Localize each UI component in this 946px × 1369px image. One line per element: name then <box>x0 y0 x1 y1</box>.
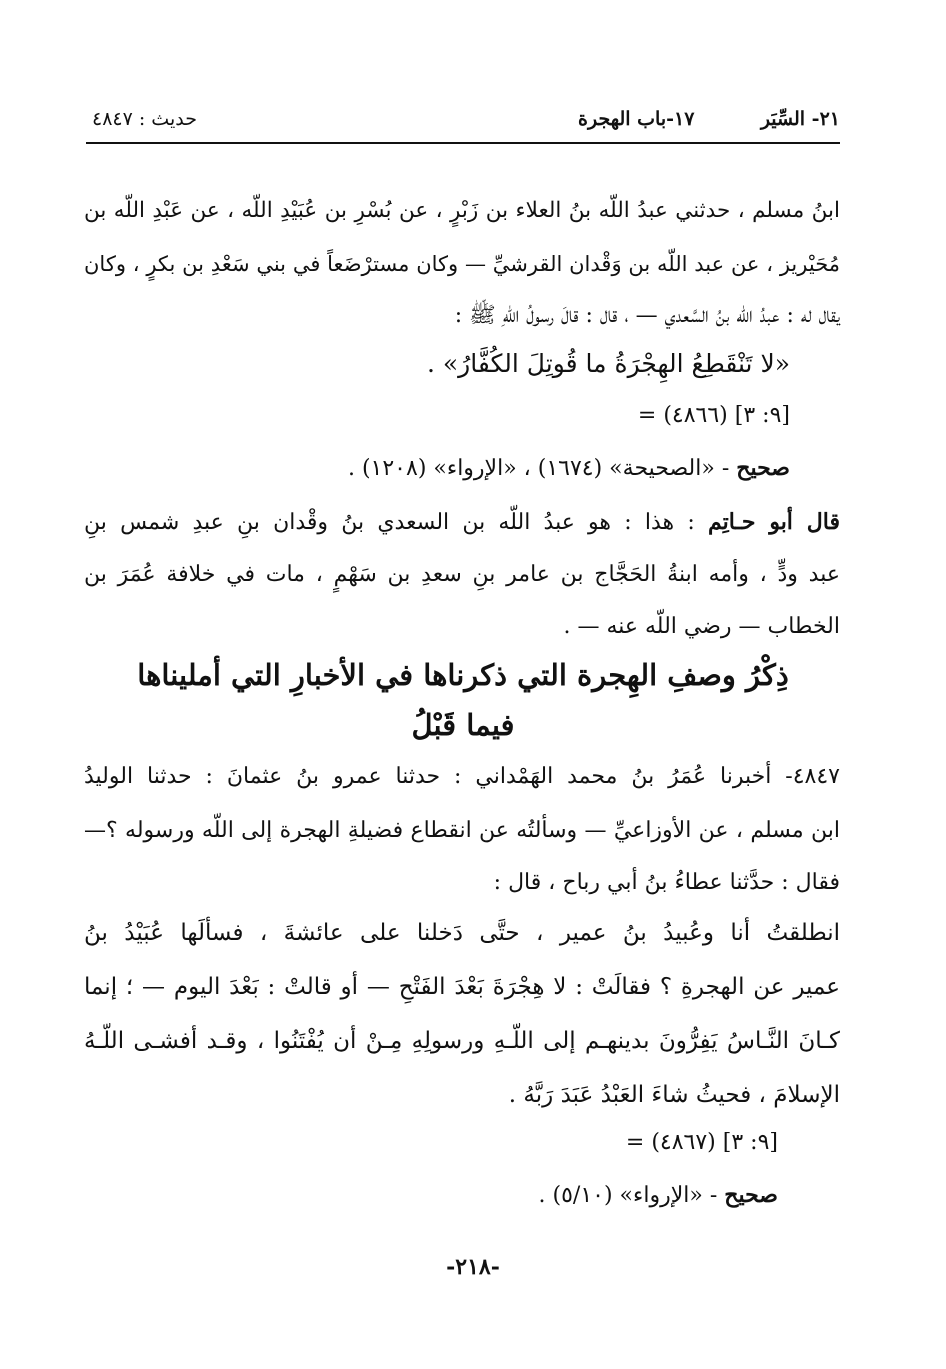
page-number: -٢١٨- <box>446 1254 500 1280</box>
text-line: يقال له : عبدُ اللّه بنُ السَّعدي — ، قال : قالَ رسولُ اللّهِ ﷺ : <box>454 303 840 328</box>
commentary-speaker: قال أبو حـاتِم <box>707 509 841 535</box>
hadith-number-line: ٤٨٤٧- أخبرنا عُمَرُ بنُ محمد الهَمْداني : حدثنا عمرو بنُ عثمانَ : حدثنا الوليدُ <box>84 764 840 789</box>
cross-reference: = (٤٨٦٦) [٩: ٣] <box>637 403 790 428</box>
authenticity-grade <box>106 1180 778 1211</box>
hadith-text: كـانَ النَّـاسُ يَفِرُّونَ بدينهـم إلى اللّـهِ ورسولِهِ مِـنْ أن يُفْتَنُوا ، وقـد أفشـى اللّـهُ <box>84 1028 840 1054</box>
section-heading: ذِكْرُ وصفِ الهِجرة التي ذكرناها في الأخبارِ التي أمليناها <box>137 658 789 692</box>
grade-label: صحيح <box>736 455 790 481</box>
grade-sources: - «الصحيحة» (١٦٧٤) ، «الإرواء» (١٢٠٨) . <box>347 456 737 481</box>
running-header-chapter: ١٧-باب الهجرة <box>578 108 695 130</box>
section-heading-continued: فيما قَبْلُ <box>411 708 515 742</box>
text-line: عبد ودٍّ ، وأمه ابنةُ الحَجَّاج بن عامر بنِ سعدِ بن سَهْمٍ ، مات في خلافة عُمَرَ بن <box>84 562 840 587</box>
header-rule <box>86 142 840 144</box>
grade-sources: - «الإرواء» (٥/١٠) . <box>538 1183 725 1208</box>
text-line: الخطاب — رضي اللّه عنه — . <box>563 614 840 639</box>
hadith-quote: «لا تَنْقَطِعُ الهِجْرَةُ ما قُوتِلَ الكُفَّارُ» . <box>426 349 790 378</box>
hadith-text: الإسلامَ ، فحيثُ شاءَ العَبْدُ عَبَدَ رَبَّهُ . <box>508 1082 840 1108</box>
grade-label: صحيح <box>724 1182 778 1208</box>
commentary-line <box>84 507 840 538</box>
text-line: فقال : حدَّثنا عطاءُ بنُ أبي رباح ، قال : <box>493 870 840 895</box>
running-header-hadith-ref: حديث : ٤٨٤٧ <box>92 108 197 130</box>
hadith-text: عمير عن الهجرةِ ؟ فقالَتْ : لا هِجْرَةَ بَعْدَ الفَتْحِ — أو قالتْ : بَعْدَ اليوم — ؛ إنما <box>84 974 840 1000</box>
running-header-book: ٢١- السِّيَر <box>760 108 840 130</box>
hadith-text: انطلقتُ أنا وعُبيدُ بنُ عمير ، حتَّى دَخلنا على عائشةَ ، فسألَها عُبَيْدُ بنُ <box>84 920 840 946</box>
authenticity-grade <box>106 453 790 484</box>
commentary-text: : هذا : هو عبدُ اللّه بن السعدي بنُ وقْدان بنِ عبدِ شمس بنِ <box>84 510 708 535</box>
text-line: ابنُ مسلم ، حدثني عبدُ اللّه بنُ العلاء بن زَبْرٍ ، عن بُسْرِ بن عُبَيْدِ اللّه ، عن عَبْدِ اللّه بن <box>84 198 840 223</box>
cross-reference: = (٤٨٦٧) [٩: ٣] <box>625 1130 778 1155</box>
text-line: ابن مسلم ، عن الأوزاعيِّ — وسألتُه عن انقطاع فضيلةِ الهجرة إلى اللّه ورسوله ؟— <box>84 818 840 843</box>
text-line: مُحَيْريز ، عن عبد اللّه بن وَقْدان القرشيِّ — وكان مسترْضَعاً في بني سَعْدِ بن بكرٍ ، وكان <box>84 252 840 276</box>
